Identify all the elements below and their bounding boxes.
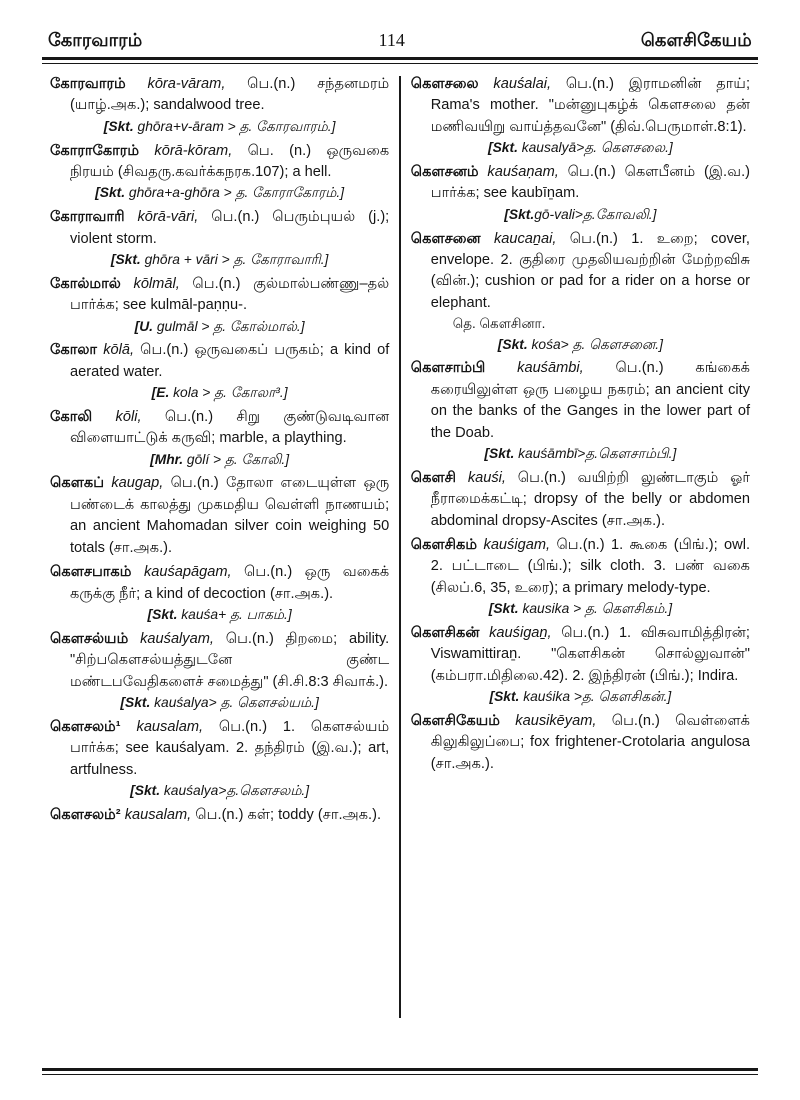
entry-headword: கௌசலை (410, 76, 479, 92)
etymology-language-label: [Skt. (95, 185, 126, 201)
entry-definition: பெ.(n.) சிறு குண்டுவடிவான விளையாட்டுக் கருவி; marble, a plaything. (70, 408, 390, 447)
etymology-text: kośa> த. கௌசனை.] (527, 336, 663, 352)
dictionary-entry (50, 407, 389, 471)
entry-etymology (411, 599, 750, 620)
page-number: 114 (378, 30, 405, 50)
etymology-text: kausalyā>த. கௌசலை.] (517, 140, 673, 156)
entry-body (50, 407, 389, 450)
entry-body (411, 162, 750, 205)
dictionary-entry (50, 473, 389, 559)
entry-transliteration: kauśalai, (478, 76, 566, 92)
dictionary-entry (411, 358, 750, 464)
entry-etymology (50, 117, 389, 138)
dictionary-entry (411, 162, 750, 226)
entry-transliteration: kaucaṉai, (480, 230, 570, 247)
entry-definition: பெ.(n.) 1. விசுவாமித்திரன்; Viswamittiraṉ. "கௌசிகன் சொல்லுவான்" (கம்பரா.மிதிலை.42). 2. இந்திரன் (பிங்.); Indira. (430, 625, 750, 684)
entry-transliteration: kaugap, (104, 475, 171, 492)
etymology-text: kauśalya>த.கௌசலம்.] (160, 783, 310, 798)
etymology-text: ghōra+a-ghōra > த. கோராகோரம்.] (125, 185, 345, 201)
entry-etymology (50, 183, 389, 204)
entry-etymology (50, 250, 389, 271)
entry-etymology (411, 205, 750, 226)
entry-etymology (50, 781, 389, 802)
entry-body (50, 805, 389, 826)
dictionary-entry (50, 141, 389, 205)
entry-body (411, 623, 750, 687)
dictionary-entry (411, 711, 750, 775)
entry-definition: பெ.(n.) வயிற்றி லுண்டாகும் ஓர் நீராமைக்கட்டி; dropsy of the belly or abdomen abdominal dropsy-Ascites (சா.அக.). (430, 469, 751, 529)
dictionary-entry (50, 562, 389, 626)
entry-etymology (50, 317, 389, 338)
entry-definition: பெ.(n.) 1. உறை; cover, envelope. 2. குதிரை முதலியவற்றின் மேற்றவிசு (வின்.); cushion or pad for a rider on a horse or elephant. (430, 230, 750, 311)
entry-body (411, 74, 750, 138)
entry-body (50, 562, 389, 605)
entry-etymology (411, 687, 750, 708)
entry-note: தெ. கௌசினா. (452, 316, 546, 332)
entry-body (50, 207, 389, 250)
etymology-text: kausika > த. கௌசிகம்.] (518, 601, 673, 617)
entry-transliteration: kōlā, (97, 342, 141, 359)
etymology-language-label: [Skt. (110, 252, 141, 267)
entry-definition: பெ. (n.) ஒருவகை நிரயம் (சிவதரு.கவர்க்கநரக.107); a hell. (70, 142, 390, 180)
entry-headword: கௌசலம்² (50, 806, 121, 823)
dictionary-entry (50, 340, 389, 404)
entry-headword: கௌசிகன் (410, 625, 480, 641)
etymology-text: kauśika >த. கௌசிகன்.] (519, 689, 672, 705)
entry-headword: கௌசபாகம் (50, 564, 132, 581)
dictionary-entry (50, 74, 389, 138)
etymology-language-label: [Skt. (488, 601, 519, 617)
entry-etymology (50, 450, 389, 471)
entry-headword: கௌகப் (50, 475, 105, 492)
entry-etymology (50, 693, 389, 714)
entry-transliteration: kausikēyam, (500, 713, 612, 729)
entry-definition: பெ.(n.) ஒரு வகைக் கருக்கு நீர்; a kind of decoction (சா.அக.). (70, 564, 390, 602)
etymology-language-label: [Skt. (147, 607, 178, 622)
entry-definition: பெ.(n.) வெள்ளைக் கிலுகிலுப்பை; fox frightener-Crotolaria angulosa (சா.அக.). (430, 713, 750, 772)
etymology-text: kauśāmbī>த.கௌசாம்பி.] (514, 446, 677, 461)
etymology-text: gō-vali>த.கோவலி.] (534, 206, 657, 222)
etymology-text: ghōra+v-āram > த. கோரவாரம்.] (133, 118, 336, 134)
etymology-language-label: [Skt. (488, 140, 518, 156)
entry-body (411, 468, 750, 532)
etymology-language-label: [Skt. (103, 118, 134, 134)
etymology-language-label: [Skt. (484, 446, 515, 461)
guide-word-left: கோரவாரம் (48, 30, 143, 50)
entry-definition: பெ.(n.) சந்தனமரம் (யாழ்.அக.); sandalwood tree. (70, 76, 390, 114)
entry-definition: பெ.(n.) 1. கூகை (பிங்.); owl. 2. பட்டாடை (பிங்.); silk cloth. 3. பண் வகை (சிலப்.6, 35, உரை); a primary melody-type. (430, 537, 751, 596)
page-header (42, 30, 758, 57)
entry-definition: பெ.(n.) கங்கைக் கரையிலுள்ள ஒரு பழைய நகரம்; an ancient city on the banks of the Ganges in the lower part of the Doab. (430, 360, 750, 441)
dictionary-entry (411, 74, 750, 159)
etymology-text: gōlí > த. கோலி.] (183, 451, 290, 467)
guide-word-right: கௌசிகேயம் (640, 30, 752, 50)
entry-transliteration: kausalam, (120, 718, 219, 735)
entry-definition: பெ.(n.) இராமனின் தாய்; Rama's mother. "மன்னுபுகழ்க் கௌசலை தன் மணிவயிறு வாய்த்தவனே" (திவ்.பெருமாள்.8:1). (430, 76, 750, 135)
entry-headword: கோராகோரம் (50, 142, 140, 159)
column-divider (399, 76, 401, 1018)
entry-transliteration: kauśigaṉ, (479, 625, 562, 641)
entry-transliteration: kauśalyam, (128, 630, 226, 647)
dictionary-entry (411, 535, 750, 620)
entry-body (50, 274, 389, 317)
entry-transliteration: kauśi, (456, 469, 518, 486)
dictionary-entry (50, 717, 389, 802)
entry-transliteration: kōlmāl, (120, 275, 193, 292)
entry-body (50, 141, 389, 184)
right-column (403, 72, 758, 1018)
entry-etymology (50, 383, 389, 404)
entry-transliteration: kauśapāgam, (131, 564, 245, 581)
entry-body (50, 340, 389, 383)
entry-definition: பெ.(n.) பெரும்புயல் (j.); violent storm. (70, 209, 390, 247)
etymology-text: ghōra + vāri > த. கோராவாரி.] (140, 252, 329, 267)
dictionary-entry (50, 274, 389, 338)
etymology-text: kola > த. கோலா³.] (169, 385, 288, 401)
entry-transliteration: kausalam, (120, 806, 196, 823)
dictionary-entry (50, 805, 389, 826)
dictionary-entry (50, 629, 389, 714)
entry-body (411, 535, 750, 599)
entry-definition: பெ.(n.) தோலா எடையுள்ள ஒரு பண்டைக் காலத்து முகமதிய வெள்ளி நாணயம்; an ancient Mahomadan silver coin weighing 50 totals (சா.அக.). (70, 475, 390, 556)
etymology-text: gulmāl > த. கோல்மால்.] (153, 318, 305, 334)
etymology-language-label: [Skt. (120, 695, 151, 710)
etymology-language-label: [U. (134, 318, 154, 334)
left-column (42, 72, 397, 1018)
columns-container (42, 72, 758, 1018)
entry-headword: கௌசாம்பி (410, 360, 486, 377)
entry-headword: கௌசிகேயம் (410, 713, 500, 729)
entry-headword: கோராவாரி (50, 209, 125, 226)
entry-transliteration: kōrā-vāri, (124, 209, 212, 226)
etymology-language-label: [Skt. (504, 206, 535, 222)
entry-body (411, 711, 750, 775)
entry-etymology (411, 138, 750, 159)
entry-transliteration: kauśaṇam, (478, 164, 568, 180)
etymology-text: kauśa+ த. பாகம்.] (177, 607, 292, 622)
entry-definition: பெ.(n.) 1. கௌசல்யம் பார்க்க; see kauśalyam. 2. தந்திரம் (இ.வ.); art, artfulness. (70, 718, 390, 778)
entry-headword: கோரவாரம் (50, 76, 126, 92)
etymology-language-label: [Skt. (130, 783, 161, 798)
entry-etymology (411, 335, 750, 356)
etymology-language-label: [Skt. (497, 336, 528, 352)
entry-headword: கௌசனை (410, 230, 481, 247)
entry-definition: பெ.(n.) ஒருவகைப் பருகம்; a kind of aerated water. (70, 342, 390, 380)
entry-transliteration: kauśāmbi, (485, 360, 616, 377)
entry-headword: கௌசிகம் (410, 537, 478, 553)
entry-headword: கோலி (50, 408, 93, 425)
entry-body (50, 717, 389, 781)
etymology-language-label: [Skt. (489, 689, 520, 705)
entry-headword: கௌசி (410, 469, 457, 486)
dictionary-entry (50, 207, 389, 271)
entry-transliteration: kōli, (92, 408, 165, 425)
entry-etymology (50, 605, 389, 626)
entry-definition: பெ.(n.) திறமை; ability. "சிற்பகௌசல்யத்துடனே குண்ட மண்டபவேதிகளைச் சமைத்து" (சி.சி.8:3 சிவாக்.). (70, 630, 390, 690)
bottom-rule (42, 1068, 758, 1075)
entry-transliteration: kōrā-kōram, (139, 142, 248, 159)
dictionary-entry (411, 229, 750, 356)
dictionary-entry (411, 468, 750, 532)
entry-definition: பெ.(n.) குல்மால்பண்ணு–தல் பார்க்க; see kulmāl-paṇṇu-. (70, 275, 390, 314)
etymology-language-label: [E. (151, 385, 170, 401)
etymology-language-label: [Mhr. (150, 451, 184, 467)
entry-body (50, 629, 389, 693)
entry-transliteration: kōra-vāram, (125, 76, 248, 92)
entry-body (50, 473, 389, 559)
entry-headword: கோலா (50, 342, 98, 359)
entry-etymology (411, 444, 750, 465)
entry-body (411, 229, 750, 315)
entry-headword: கௌசல்யம் (50, 630, 129, 647)
entry-body (411, 358, 750, 444)
etymology-text: kauśalya> த. கௌசல்யம்.] (150, 695, 319, 710)
header-rule (42, 57, 758, 64)
entry-headword: கௌசனம் (410, 164, 479, 180)
entry-definition: பெ.(n.) கௌபீனம் (இ.வ.) பார்க்க; see kaubīṉam. (430, 164, 750, 202)
entry-headword: கௌசலம்¹ (50, 718, 121, 735)
dictionary-entry (411, 623, 750, 708)
entry-headword: கோல்மால் (50, 275, 121, 292)
entry-definition: பெ.(n.) கள்; toddy (சா.அக.). (195, 806, 382, 823)
entry-body (50, 74, 389, 117)
entry-transliteration: kauśigam, (477, 537, 557, 553)
